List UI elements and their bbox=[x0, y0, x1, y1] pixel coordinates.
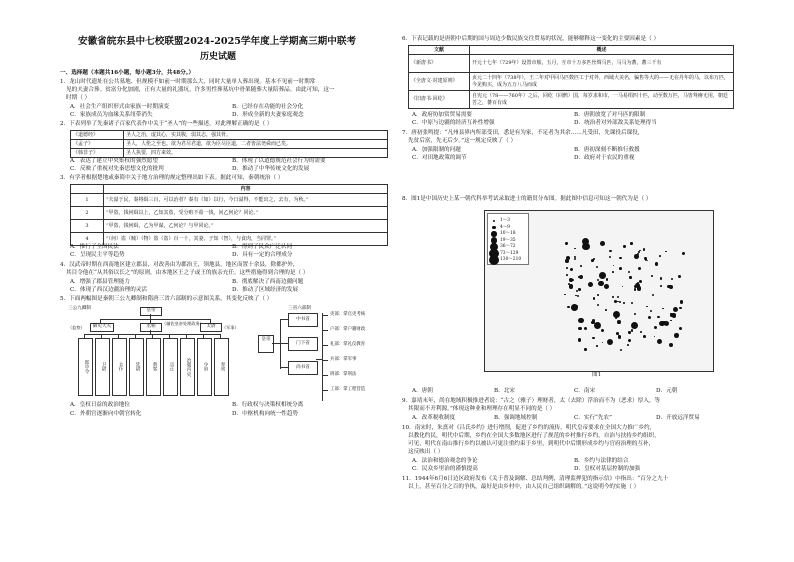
map-dot bbox=[578, 327, 581, 330]
q7-option-c[interactable]: C．对田地政策的调节 bbox=[412, 155, 467, 161]
q6-stem: 6．下表记载的是唐朝中后期的国与周边少数民族交往贸易的状况，能够解释这一变化的主要因素是（ ） bbox=[402, 36, 660, 42]
map-dot bbox=[655, 262, 658, 265]
table-cell: 贞元二十四年（738年），王二年对甲回马匹数匹工于对外，西域大美名，骗售等大的——无在丹年的马，以布万匹，今见购买，成为五万八马而成 bbox=[470, 73, 734, 91]
q1-option-d[interactable]: D．形成全新的夫妻家庭观念 bbox=[232, 112, 304, 118]
q4-option-a[interactable]: A．增强了郡县管理能力 bbox=[70, 279, 130, 285]
map-dot bbox=[570, 268, 573, 271]
map-dot bbox=[582, 238, 589, 245]
table-cell: 1 bbox=[71, 194, 104, 207]
minister-box: 卫尉 bbox=[95, 338, 110, 396]
map-dot bbox=[574, 248, 576, 250]
table-cell: “甲盗，钱何缉以上，乙知其盗，受分赃不盈一钱，问乙何论？同论。” bbox=[104, 207, 388, 220]
ministry-label: 户部：掌户籍财政 bbox=[330, 327, 366, 332]
q10-stem: 以教化约民，明代中后期，乡约在全国大多数地区进行了规范的乡村推行乡约。自治与扶持乡约组织， bbox=[408, 433, 660, 439]
table-row bbox=[409, 55, 734, 73]
department-box: 尚书省 bbox=[288, 361, 318, 375]
map-dot bbox=[594, 322, 601, 329]
map-dot bbox=[628, 339, 631, 342]
map-dot bbox=[584, 348, 586, 350]
table-cell: 《孟子》 bbox=[71, 140, 124, 149]
table-cell: 圣人，人伦之至也。欲为君尽君道，欲为臣尽臣道，二者皆法尧舜而已矣。 bbox=[124, 140, 388, 149]
map-dot bbox=[682, 252, 685, 255]
commandant-box: 太尉 bbox=[200, 323, 222, 332]
map-dot bbox=[673, 307, 678, 312]
table-cell: 4 bbox=[71, 233, 104, 246]
map-dot bbox=[574, 256, 576, 258]
r-emperor-box: 皇帝 bbox=[258, 335, 274, 353]
q3-table bbox=[70, 184, 388, 246]
map-dot bbox=[639, 280, 642, 283]
map-dot bbox=[564, 294, 566, 296]
map-dot bbox=[646, 306, 648, 308]
map-dot bbox=[643, 248, 645, 250]
censor-note: （监察） bbox=[68, 325, 85, 330]
map-dot bbox=[605, 309, 607, 311]
map-dot bbox=[670, 313, 672, 315]
map-dot bbox=[565, 242, 567, 244]
map-dot bbox=[628, 271, 630, 273]
q1-stem: 时期（ ） bbox=[66, 95, 91, 101]
map-dot bbox=[592, 337, 594, 339]
q9-stem: 其限而不开利源。”体现这种业和理理存在明显不同的是（ ） bbox=[408, 406, 556, 412]
q10-stem: 10．南宋时，朱熹对《吕氏乡约》进行增削，促进了乡约的流传，明代皇帝要求在全国大力推广乡约， bbox=[402, 425, 656, 431]
map-dot bbox=[618, 335, 620, 337]
map-dot bbox=[612, 271, 614, 273]
legend-label: 19～35 bbox=[500, 237, 516, 243]
table-cell: 圣人之治，虚其心，实其腹，弱其志，强其骨。 bbox=[124, 131, 388, 140]
chancellor-box: 丞相 bbox=[140, 323, 162, 332]
map-dot bbox=[593, 258, 595, 260]
q11-stem: 以上，甚至百分之百的争执，最好是由乡村中，由人民自己组织调解的。”这说明今的实施（ ） bbox=[408, 484, 640, 490]
q2-table bbox=[70, 130, 388, 158]
map-dot bbox=[619, 267, 622, 270]
legend-label: 130～210 bbox=[500, 257, 522, 262]
map-dot bbox=[657, 339, 662, 344]
map-dot bbox=[578, 338, 582, 342]
map-dot bbox=[637, 253, 639, 255]
q7-stem: 先贫后富，先无后少。”这一规定反映了（ ） bbox=[408, 138, 517, 144]
map-dot bbox=[580, 265, 582, 267]
map-dot bbox=[650, 310, 652, 312]
table-cell: “夫溢于民，秦将缉三百，可以治者？秦有（如）以行，今日溢得，不能出之，去有，为秋。” bbox=[104, 194, 388, 207]
map-dot bbox=[565, 259, 568, 262]
q7-option-b[interactable]: B．唐初深刻不断推行救援 bbox=[574, 147, 640, 153]
q8-option-a[interactable]: A．唐朝 bbox=[412, 388, 433, 394]
map-dot bbox=[601, 329, 604, 332]
map-dot bbox=[607, 339, 613, 345]
q3-option-d[interactable]: D．具有一定的合理成分 bbox=[232, 252, 293, 258]
map-dot bbox=[578, 318, 583, 323]
q6-table bbox=[408, 45, 734, 109]
map-dot bbox=[577, 295, 579, 297]
right-diagram-caption: 三省六部制 bbox=[288, 306, 311, 311]
q2-option-a[interactable]: A．表达了建立中央集权的强烈愿望 bbox=[70, 158, 158, 164]
q8-map bbox=[484, 210, 714, 372]
table-header: 文献 bbox=[409, 46, 470, 55]
emperor-box: 皇帝 bbox=[140, 307, 162, 316]
minister-box: 宗正 bbox=[163, 338, 178, 396]
map-dot bbox=[657, 316, 660, 319]
legend-label: 10～18 bbox=[500, 231, 516, 236]
q4-stem: 其目令他在“从其俗以长之”的原则，由本地区王之子或王的族亲充任。这些措施得到合理的是（ ） bbox=[66, 270, 309, 276]
map-dot bbox=[602, 342, 604, 344]
map-dot bbox=[600, 241, 605, 246]
q10-option-b[interactable]: B．乡约与法律的结合 bbox=[574, 458, 629, 464]
q2-option-d[interactable]: D．推动了中华传统文化的发展 bbox=[232, 166, 310, 172]
minister-box: 郎中令 bbox=[78, 338, 93, 396]
table-cell: “（何）盗（贼）（物）盗（盗）百一十，其妻、子知（智），与食肉，当同罪。” bbox=[104, 233, 388, 246]
map-dot bbox=[662, 308, 664, 310]
q5-option-c[interactable]: C．外朝官逐渐向中朝官转化 bbox=[70, 411, 142, 417]
map-dot bbox=[609, 256, 611, 258]
map-dot bbox=[660, 285, 662, 287]
map-dot bbox=[613, 265, 615, 267]
q6-option-b[interactable]: B．唐朝放宽了对马匹的限制 bbox=[574, 112, 646, 118]
q1-stem: 见的夫妻合葬。贫富分化加剧，正有大量的礼器坑，许多男性葬墓坑中骨架随葬大量陪葬品。由此可知，这一 bbox=[66, 87, 335, 93]
table-cell: 《新唐书》 bbox=[409, 55, 470, 73]
map-dot bbox=[606, 278, 608, 280]
map-dot bbox=[674, 333, 679, 338]
map-dot bbox=[597, 294, 599, 296]
map-dot bbox=[588, 282, 593, 287]
map-dot bbox=[634, 313, 636, 315]
q9-option-a[interactable]: A．改革税收制度 bbox=[412, 415, 456, 421]
table-row bbox=[409, 73, 734, 91]
table-header-row bbox=[71, 185, 388, 194]
exam-title: 安徽省皖东县中七校联盟2024-2025学年度上学期高三期中联考 bbox=[78, 36, 357, 47]
q5-option-d[interactable]: D．中枢机构向统一性趋势 bbox=[232, 411, 299, 417]
q11-stem: 11．1944年6月6日边区政府发布《关于普及调解、总结判例，清理监押犯的指示信》中指出：“百分之九十 bbox=[402, 476, 669, 482]
q6-option-a[interactable]: A．政府协加赏贸易需要 bbox=[412, 112, 472, 118]
legend-marker bbox=[492, 226, 496, 230]
map-dot bbox=[623, 302, 625, 304]
legend-label: 1～3 bbox=[500, 218, 510, 223]
map-dot bbox=[596, 266, 598, 268]
map-dot bbox=[596, 345, 598, 347]
q7-stem: 7．唐初张鸣提：“凡州县界内所部受田，悉是有为家，不足者为其余……凡受田，先课役后课役， bbox=[402, 130, 644, 136]
minister-box: 典客 bbox=[146, 338, 161, 396]
q5-option-b[interactable]: B．行政权与决策权相统分离 bbox=[232, 402, 304, 408]
map-dot bbox=[566, 274, 568, 276]
table-cell: “甲盗，钱何缉，乙为甲谋，乙何论？与甲同论。” bbox=[104, 220, 388, 233]
map-dot bbox=[670, 320, 672, 322]
map-dot bbox=[652, 294, 655, 297]
q5-stem: 5．下面两幅图是秦朝三公九卿制和隋唐三省六部制的示意图关系，其变化反映了（ ） bbox=[60, 296, 273, 302]
map-dot bbox=[660, 277, 662, 279]
q8-stem: 8．图1是中国历史上某一朝代科举考试录取进士的籍贯分布图。据此图中信息可知这一朝代为是（ ） bbox=[402, 196, 652, 202]
map-dot bbox=[569, 278, 573, 282]
map-dot bbox=[665, 251, 667, 253]
table-cell: 《韩非子》 bbox=[71, 149, 124, 158]
map-dot bbox=[631, 322, 638, 329]
map-dot bbox=[620, 349, 622, 351]
map-dot bbox=[671, 278, 673, 280]
left-diagram-caption: 三公九卿制 bbox=[68, 306, 91, 311]
map-dot bbox=[623, 245, 625, 247]
map-dot bbox=[680, 300, 683, 303]
map-dot bbox=[578, 288, 581, 291]
legend-marker bbox=[491, 231, 496, 236]
ministry-label: 兵部：掌军事 bbox=[330, 357, 357, 362]
q9-option-c[interactable]: C．实行“先农” bbox=[574, 415, 612, 421]
table-row bbox=[71, 207, 388, 220]
map-dot bbox=[604, 284, 609, 289]
map-dot bbox=[640, 331, 642, 333]
map-dot bbox=[647, 260, 649, 262]
map-dot bbox=[614, 300, 617, 303]
q10-option-c[interactable]: C．民众乡里治的谨慎提高 bbox=[412, 466, 478, 472]
table-cell: 《全唐文·封建原则》 bbox=[409, 73, 470, 91]
table-row bbox=[71, 149, 388, 158]
q1-option-c[interactable]: C．家族成员为血缘关系纽带消失 bbox=[70, 112, 153, 118]
q10-stem: 这反映出（ ） bbox=[408, 449, 444, 455]
map-dot bbox=[622, 286, 624, 288]
map-dot bbox=[579, 275, 583, 279]
table-cell: 3 bbox=[71, 220, 104, 233]
map-dot bbox=[609, 250, 611, 252]
table-header: 概述 bbox=[470, 46, 734, 55]
map-dot bbox=[664, 321, 669, 326]
q6-option-c[interactable]: C．中原与边疆的经济互补性增强 bbox=[412, 120, 495, 126]
map-dot bbox=[651, 275, 653, 277]
table-header bbox=[71, 185, 104, 194]
q8-option-c[interactable]: C．南宋 bbox=[574, 388, 596, 394]
minister-box: 少府 bbox=[197, 338, 212, 396]
map-dot bbox=[593, 297, 595, 299]
table-row bbox=[71, 140, 388, 149]
q7-option-a[interactable]: A．加强限制的问题 bbox=[412, 147, 461, 153]
legend-label: 4～9 bbox=[500, 224, 510, 230]
q4-option-b[interactable]: B．彻底解决了西南边疆问题 bbox=[232, 279, 304, 285]
q7-option-d[interactable]: D．政府对于农民的重视 bbox=[574, 155, 635, 161]
table-row bbox=[71, 194, 388, 207]
subject-title: 历史试题 bbox=[200, 52, 237, 62]
q8-option-d[interactable]: D．元朝 bbox=[656, 388, 678, 394]
q2-option-c[interactable]: C．反映了重视对先秦思想文化的批判 bbox=[70, 166, 164, 172]
legend-label: 73～129 bbox=[500, 250, 519, 256]
chancellor-note: （辅佐皇帝处理政务） bbox=[162, 321, 204, 326]
table-cell: 开元十七年（729年）设置市舶，五月，互市十万多匹丝绸马匹，马马为蕃，蕃三千有 bbox=[470, 55, 734, 73]
censor-box: 御史大夫 bbox=[90, 323, 114, 332]
commandant-note: （军事） bbox=[222, 325, 239, 330]
table-header: 内容 bbox=[104, 185, 388, 194]
map-dot bbox=[617, 320, 621, 324]
q10-option-a[interactable]: A．法治和德治观念的争论 bbox=[412, 458, 478, 464]
q6-option-d[interactable]: D．统治者对外部敌关系处理得当 bbox=[574, 120, 657, 126]
q4-option-c[interactable]: C．体现了西汉边疆治理的灵活 bbox=[70, 287, 147, 293]
q10-stem: 可见，明代在南山推行乡约以被认可更注重约束于乡里，到明代中后期形成乡约与官府治理的互补， bbox=[408, 441, 655, 447]
map-dot bbox=[619, 257, 622, 260]
map-dot bbox=[631, 329, 634, 332]
minister-box: 奉常 bbox=[214, 338, 229, 396]
map-dot bbox=[574, 258, 576, 260]
map-dot bbox=[566, 267, 568, 269]
map-dot bbox=[617, 296, 619, 298]
map-dot bbox=[631, 302, 633, 304]
map-dot bbox=[597, 304, 599, 306]
table-cell: 《旧唐书·回纥》 bbox=[409, 91, 470, 109]
q9-stem: 9．嘉靖末年，尚在地域积极推进者说：“古之（雅子）理财者，太（去除）浮治而不为（恶求）厚入，等 bbox=[402, 398, 661, 404]
minister-box: 太仆 bbox=[112, 338, 127, 396]
legend-marker bbox=[493, 220, 495, 222]
figure-caption: 图1 bbox=[592, 372, 602, 378]
map-dot bbox=[571, 304, 578, 311]
map-dot bbox=[567, 306, 570, 309]
q8-option-b[interactable]: B．北宋 bbox=[494, 388, 515, 394]
map-dot bbox=[637, 286, 641, 290]
ministry-label: 刑部：掌刑法 bbox=[330, 372, 357, 377]
table-cell: 自宪元（78——760年）之后，回纥（回鹘）国，每岁求和市，一马易绢四十匹，动至数万匹，马皆驽瘠无用，朝廷苦之，蕃百有成 bbox=[470, 91, 734, 109]
q5-option-a[interactable]: A．皇权日益的政治地位 bbox=[70, 402, 130, 408]
map-legend bbox=[487, 213, 529, 265]
minister-box: 治粟内史 bbox=[180, 338, 195, 396]
map-dot bbox=[643, 335, 646, 338]
map-dot bbox=[648, 316, 651, 319]
department-box: 中书省 bbox=[288, 313, 318, 327]
section-heading: 一、选择题（本题共16小题，每小题3分，共48分。） bbox=[60, 70, 195, 76]
map-dot bbox=[629, 276, 631, 278]
map-dot bbox=[654, 326, 657, 329]
ministry-label: 吏部：掌官吏考核 bbox=[330, 312, 366, 317]
ministry-label: 工部：掌工程营造 bbox=[330, 387, 366, 392]
minister-box: 廷尉 bbox=[129, 338, 144, 396]
q4-option-d[interactable]: D．推动了区域经济的发展 bbox=[232, 287, 299, 293]
q3-option-b[interactable]: B．得到了民众广泛认同 bbox=[232, 244, 293, 250]
map-dot bbox=[679, 307, 681, 309]
table-row bbox=[71, 131, 388, 140]
map-dot bbox=[627, 344, 629, 346]
map-dot bbox=[678, 275, 681, 278]
table-cell: 《道德经》 bbox=[71, 131, 124, 140]
q3-stem: 3．有学者根据楚地或秦简中关于地方治理的规定整理出如下表。据此可知，秦朝统治（ ） bbox=[60, 175, 284, 181]
map-dot bbox=[630, 242, 632, 244]
table-row bbox=[409, 91, 734, 109]
q2-stem: 2．下表列举了先秦诸子百家代表作中关于“圣人”的一些描述，对此理解正确的是（ ） bbox=[60, 121, 273, 127]
legend-label: 36～72 bbox=[500, 244, 516, 249]
q2-option-b[interactable]: B．体现了以道德规范社会行为的需要 bbox=[232, 158, 326, 164]
map-dot bbox=[679, 327, 682, 330]
q1-option-a[interactable]: A．社会生产组织形式由家族一时期演变 bbox=[70, 104, 170, 110]
q1-option-b[interactable]: B．已经存在功能的社会分化 bbox=[232, 104, 304, 110]
map-dot bbox=[659, 255, 661, 257]
q9-option-d[interactable]: D．开放远洋贸易 bbox=[656, 415, 700, 421]
q3-option-a[interactable]: A．推行了全国民法 bbox=[70, 244, 119, 250]
table-cell: 圣人执要，四方来效。 bbox=[124, 149, 388, 158]
q3-option-c[interactable]: C．呈现民主平等趋势 bbox=[70, 252, 125, 258]
map-dot bbox=[669, 343, 673, 347]
q5-diagram bbox=[68, 305, 390, 401]
q4-stem: 4．汉武帝时期在西南地区建立郡县，对改善由为郡治王，领地县，地区而置十余县，除都护外， bbox=[60, 262, 299, 268]
q10-option-d[interactable]: D．皇权对基层控制的加强 bbox=[574, 466, 641, 472]
map-dot bbox=[638, 267, 641, 270]
map-dot bbox=[612, 296, 614, 298]
map-dot bbox=[654, 336, 656, 338]
department-box: 门下省 bbox=[288, 337, 318, 351]
q1-stem: 1．龙山时代遗址在公共墓地、但规模不如前一时期那么大，同时大量单人葬出现。基本不见前一时期常 bbox=[60, 79, 316, 85]
map-dot bbox=[634, 254, 639, 259]
table-cell: 2 bbox=[71, 207, 104, 220]
q9-option-b[interactable]: B．强调地域控制 bbox=[494, 415, 538, 421]
ministry-label: 礼部：掌礼仪教育 bbox=[330, 342, 366, 347]
table-row bbox=[71, 220, 388, 233]
map-dot bbox=[584, 327, 588, 331]
legend-marker bbox=[489, 255, 500, 266]
